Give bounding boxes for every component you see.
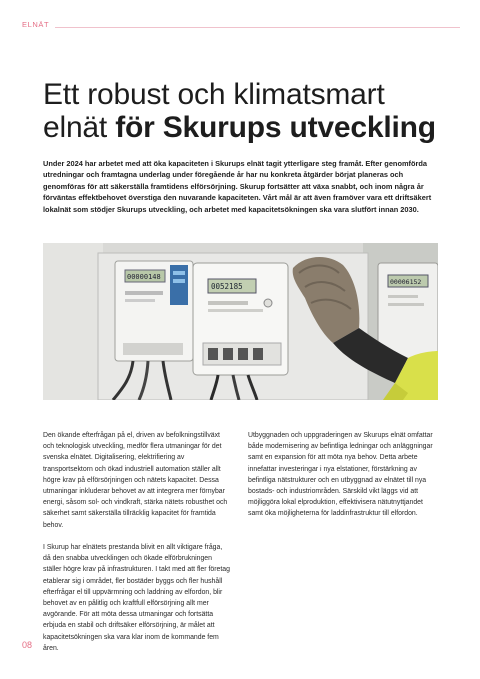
body-paragraph: Utbyggnaden och uppgraderingen av Skurups elnät omfattar både modernisering av befintliga ledningar och anläggningar samt en expansion för att möta nya behov. Detta arbete innefattar investeringar i nya elstationer, förstärkning av befintliga nätstrukturer och en utbyggnad av elnätet till nya bostads- och industriområden. Särskild vikt läggs vid att möjliggöra lokal elproduktion, effektivisera nätutnyttjandet samt öka möjligheterna för laddinfrastruktur till elfordon. (248, 432, 433, 518)
meter-3-reading: 00006152 (390, 278, 422, 286)
electricity-meter-center (193, 263, 288, 375)
body-paragraph: Den ökande efterfrågan på el, driven av befolkningstillväxt och teknologisk utveckling, medför flera utmaningar för det svenska elnätet. Digitalisering, elektrifiering av transportsektorn och ökad industriell automation ställer allt högre krav på elförsörjningen och nätets kapacitet. Dessa utmaningar inkluderar behovet av att integrera mer förnybar energi, såsom sol- och vindkraft, stärka nätets robusthet och säkerhet samt säkerställa tillräcklig kapacitet för framtida behov. (43, 432, 228, 529)
section-label: ELNÄT (22, 20, 50, 29)
body-paragraph: I Skurup har elnätets prestanda blivit en allt viktigare fråga, då den snabba utvecklingen och ökade elförbrukningen ställer högre krav på infrastrukturen. I takt med att fler företag etablerar sig i området, fler bostäder byggs och fler hushåll efterfrågar el till uppvärmning och laddning av elfordon, blir behovet av en pålitlig och kraftfull elförsörjning allt mer avgörande. För att möta dessa utmaningar och fortsätta erbjuda en stabil och driftsäker elförsörjning, är målet att kapacitetsökningen ska vara klar inom de kommande fem åren. (43, 544, 230, 652)
electricity-meter-photo (43, 243, 438, 400)
headline-line-2-plain: elnät (43, 111, 116, 144)
meter-1-reading: 00000148 (127, 273, 161, 281)
lead-paragraph: Under 2024 har arbetet med att öka kapaciteten i Skurups elnät tagit ytterligare steg framåt. Efter genomförda utredningar och framtagna underlag under föregående år har nu konkreta åtgärder börjat planeras och genomföras för att säkerställa framtidens elförsörjning. Skurup fortsätter att växa snabbt, och inom några år förväntas effektbehovet överstiga den nuvarande kapaciteten. Vårt mål är att även framöver vara ett driftsäkert lokalnät som stödjer Skurups utveckling, och arbetet med kapacitetsökningen ska vara slutfört innan 2030. (43, 159, 432, 214)
body-column-right (248, 430, 436, 531)
headline-line-2-bold: för Skurups utveckling (115, 111, 436, 144)
page-number: 08 (22, 640, 33, 650)
meter-2-reading: 0052185 (211, 282, 243, 291)
electricity-meter-left (115, 261, 193, 361)
body-column-left (43, 430, 231, 665)
headline-line-1: Ett robust och klimatsmart (43, 78, 385, 111)
article-headline (43, 78, 453, 144)
header-divider (55, 27, 460, 28)
